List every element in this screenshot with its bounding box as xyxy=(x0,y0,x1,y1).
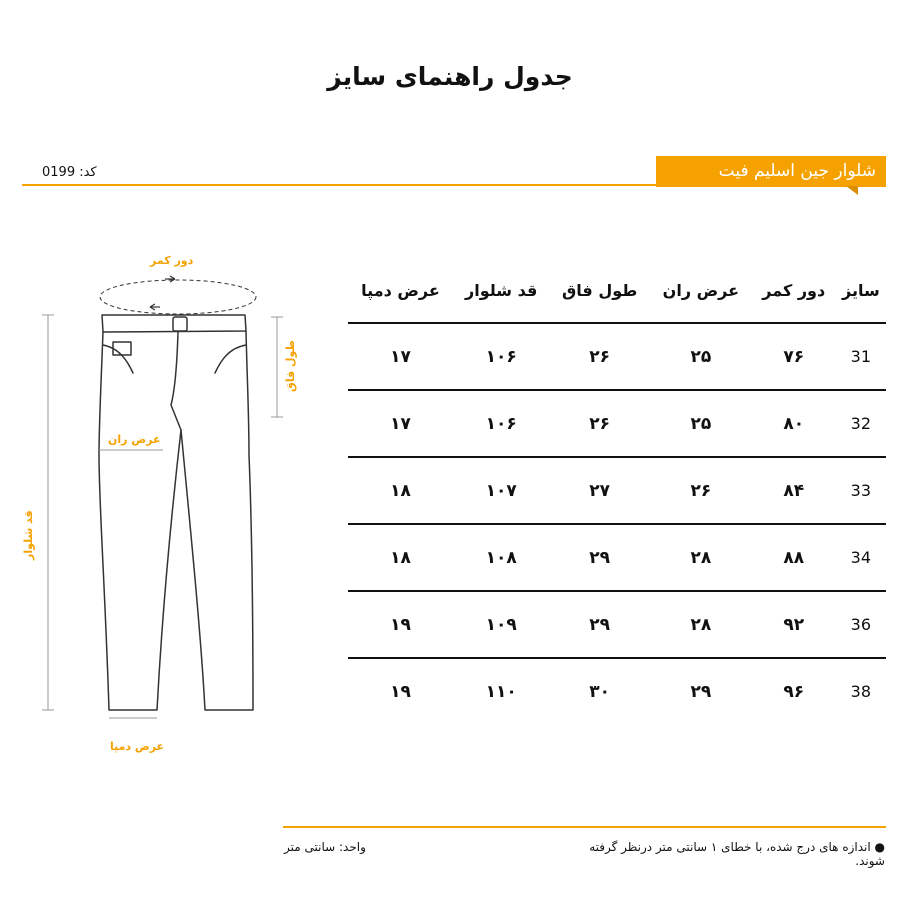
cell-rise: ۲۹ xyxy=(549,524,650,591)
cell-waist: ۸۰ xyxy=(752,390,836,457)
cell-length: ۱۰۷ xyxy=(453,457,549,524)
cell-length: ۱۰۹ xyxy=(453,591,549,658)
cell-rise: ۲۷ xyxy=(549,457,650,524)
cell-thigh: ۲۹ xyxy=(690,681,712,702)
header-hem: عرض دمپا xyxy=(348,258,453,323)
cell-rise: ۲۶ xyxy=(549,390,650,457)
table-header-row xyxy=(348,258,886,323)
cell-size: 34 xyxy=(836,524,886,591)
cell-thigh: ۲۵ xyxy=(650,390,752,457)
cell-waist: ۹۲ xyxy=(752,591,836,658)
header-size: سایز xyxy=(836,258,886,323)
cell-hem: ۱۷ xyxy=(348,323,453,390)
cell-hem: ۱۸ xyxy=(348,457,453,524)
product-name-tab xyxy=(656,156,886,187)
header-thigh: عرض ران xyxy=(650,258,752,323)
table-row xyxy=(348,390,886,457)
cell-length: ۱۰۶ xyxy=(453,323,549,390)
cell-length: ۱۰۶ xyxy=(453,390,549,457)
cell-size: 36 xyxy=(836,591,886,658)
cell-thigh: ۲۸ xyxy=(650,591,752,658)
cell-thigh: ۲۶ xyxy=(650,457,752,524)
product-code: کد: 0199 xyxy=(42,165,97,180)
jeans-diagram xyxy=(15,245,315,765)
cell-waist: ۹۶ xyxy=(783,681,805,702)
cell-size: 33 xyxy=(836,457,886,524)
footer-divider xyxy=(283,826,886,828)
rise-label: طول فاق xyxy=(284,340,297,392)
cell-waist: ۸۴ xyxy=(752,457,836,524)
cell-waist: ۸۸ xyxy=(752,524,836,591)
cell-size: 32 xyxy=(836,390,886,457)
cell-rise: ۲۶ xyxy=(549,323,650,390)
cell-waist: ۷۶ xyxy=(752,323,836,390)
cell-size: 31 xyxy=(836,323,886,390)
waist-label: دور کمر xyxy=(150,254,194,267)
table-row xyxy=(348,457,886,524)
cell-thigh: ۲۸ xyxy=(650,524,752,591)
size-table xyxy=(348,258,886,724)
table-row xyxy=(348,323,886,390)
tab-tip-decoration xyxy=(846,186,858,195)
table-row xyxy=(348,524,886,591)
product-name: شلوار جین اسلیم فیت xyxy=(718,161,876,181)
cell-hem: ۱۷ xyxy=(348,390,453,457)
cell-hem: ۱۹ xyxy=(348,591,453,658)
thigh-label: عرض ران xyxy=(108,433,161,446)
header-length: قد شلوار xyxy=(453,258,549,323)
cell-thigh: ۲۵ xyxy=(650,323,752,390)
header-rise: طول فاق xyxy=(549,258,650,323)
unit-note: واحد: سانتی متر xyxy=(284,840,366,854)
tolerance-note xyxy=(565,840,885,868)
bullet-icon: ● xyxy=(870,840,885,854)
header-waist: دور کمر xyxy=(752,258,836,323)
table-row xyxy=(348,658,886,724)
cell-length: ۱۰۸ xyxy=(453,524,549,591)
table-row xyxy=(348,591,886,658)
cell-hem: ۱۸ xyxy=(348,524,453,591)
tolerance-note-text: اندازه های درج شده، با خطای ۱ سانتی متر درنظر گرفته شوند. xyxy=(589,840,885,868)
cell-rise: ۳۰ xyxy=(589,681,611,702)
cell-rise: ۲۹ xyxy=(549,591,650,658)
cell-hem: ۱۹ xyxy=(390,681,411,702)
cell-length: ۱۱۰ xyxy=(485,681,517,702)
hem-label: عرض دمپا xyxy=(110,740,165,753)
page-title: جدول راهنمای سایز xyxy=(327,62,573,91)
cell-size: 38 xyxy=(850,682,872,701)
length-label: قد شلوار xyxy=(22,510,35,560)
